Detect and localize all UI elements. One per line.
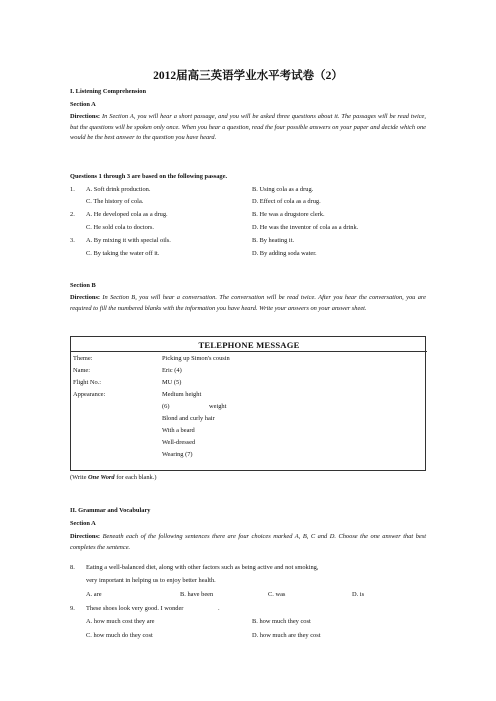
option-a: A. By mixing it with special oils. bbox=[86, 237, 171, 244]
question-number: 1. bbox=[70, 186, 75, 193]
row-value: Picking up Simon's cousin bbox=[162, 355, 230, 362]
option-b: B. By heating it. bbox=[252, 237, 295, 244]
option-d: D. how much are they cost bbox=[252, 632, 321, 639]
option-c: C. The history of cola. bbox=[86, 198, 144, 205]
note-post: for each blank.) bbox=[114, 474, 157, 481]
directions-label: Directions: bbox=[70, 113, 101, 120]
row-value: MU (5) bbox=[162, 379, 182, 386]
part1-section-a: Section A bbox=[70, 101, 96, 108]
row-weight: weight bbox=[209, 403, 227, 410]
option-d: D. By adding soda water. bbox=[252, 250, 317, 257]
part1-directions bbox=[70, 112, 426, 144]
questions-intro: Questions 1 through 3 are based on the following passage. bbox=[70, 173, 228, 180]
option-a: A. are bbox=[86, 591, 102, 598]
question-text: These shoes look very good. I wonder bbox=[86, 605, 184, 612]
option-d: D. He was the inventor of cola as a drink. bbox=[252, 224, 359, 231]
telephone-message-box bbox=[70, 336, 426, 471]
question-text: Eating a well-balanced diet, along with other factors such as being active and not smoking, bbox=[86, 564, 319, 571]
row-value: Well-dressed bbox=[162, 439, 196, 446]
question-number: 9. bbox=[70, 605, 75, 612]
option-c: C. how much do they cost bbox=[86, 632, 153, 639]
option-a: A. how much cost they are bbox=[86, 618, 155, 625]
directions-text: In Section B, you will hear a conversation. The conversation will be read twice. After you hear the conversation, you are required to fill the numbered blanks with the information you have heard. Write your answers on your answer sheet. bbox=[70, 294, 426, 312]
note-emphasis: One Word bbox=[88, 474, 115, 481]
option-d: D. Effect of cola as a drug. bbox=[252, 198, 321, 205]
question-text: very important in helping us to enjoy better health. bbox=[86, 577, 216, 584]
question-number: 8. bbox=[70, 564, 75, 571]
part2-directions bbox=[70, 532, 426, 553]
part2-heading: II. Grammar and Vocabulary bbox=[70, 507, 151, 514]
row-value: With a beard bbox=[162, 427, 195, 434]
message-title: TELEPHONE MESSAGE bbox=[198, 340, 300, 350]
option-a: A. Soft drink production. bbox=[86, 186, 151, 193]
row-value: Eric (4) bbox=[162, 367, 182, 374]
write-note bbox=[70, 474, 156, 482]
directions-label: Directions: bbox=[70, 294, 101, 301]
option-b: B. have been bbox=[180, 591, 214, 598]
option-b: B. how much they cost bbox=[252, 618, 311, 625]
option-c: C. was bbox=[268, 591, 286, 598]
directions-text: In Section A, you will hear a short passage, and you will be asked three questions about it. The passages will be read twice, but the questions will be spoken only once. When you hear a question, read the four possible answers on your paper and decide which one would be the best answer to the question you have heard. bbox=[70, 113, 426, 142]
row-label: Name: bbox=[73, 367, 91, 374]
option-b: B. Using cola as a drug. bbox=[252, 186, 314, 193]
part1-directions-b bbox=[70, 293, 426, 314]
directions-text: Beneath each of the following sentences there are four choices marked A, B, C and D. Choose the one answer that best completes the sentence. bbox=[70, 533, 426, 551]
question-number: 3. bbox=[70, 237, 75, 244]
question-number: 2. bbox=[70, 211, 75, 218]
option-d: D. is bbox=[352, 591, 365, 598]
row-label: Flight No.: bbox=[73, 379, 102, 386]
page-title: 2012届高三英语学业水平考试卷（2） bbox=[153, 70, 343, 82]
option-c: C. He sold cola to doctors. bbox=[86, 224, 154, 231]
part1-heading: I. Listening Comprehension bbox=[70, 88, 147, 95]
row-value: Medium height bbox=[162, 391, 202, 398]
question-end: . bbox=[218, 605, 220, 612]
part1-section-b: Section B bbox=[70, 282, 96, 289]
row-value: (6) bbox=[162, 403, 170, 410]
note-pre: (Write bbox=[70, 474, 89, 481]
option-c: C. By taking the water off it. bbox=[86, 250, 160, 257]
option-a: A. He developed cola as a drug. bbox=[86, 211, 168, 218]
row-label: Theme: bbox=[73, 355, 93, 362]
directions-label: Directions: bbox=[70, 533, 101, 540]
part2-section-a: Section A bbox=[70, 520, 96, 527]
divider bbox=[71, 351, 427, 352]
option-b: B. He was a drugstore clerk. bbox=[252, 211, 325, 218]
row-value: Blond and curly hair bbox=[162, 415, 215, 422]
row-value: Wearing (7) bbox=[162, 451, 193, 458]
row-label: Appearance: bbox=[73, 391, 106, 398]
